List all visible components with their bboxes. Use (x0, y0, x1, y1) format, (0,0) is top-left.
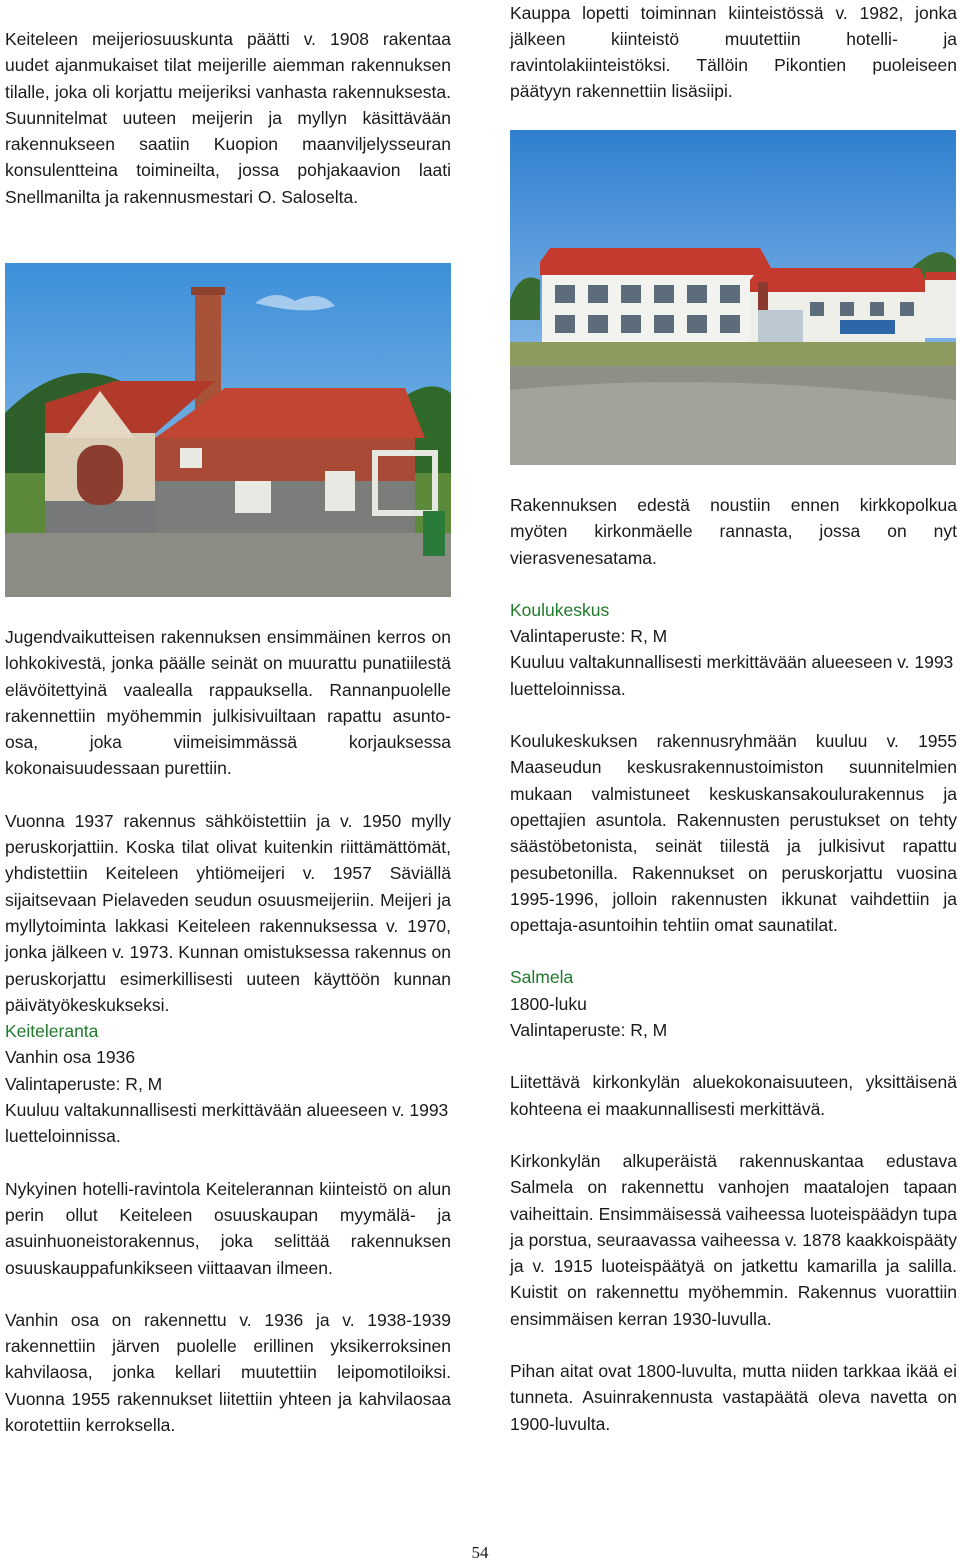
paragraph: Rakennuksen edestä noustiin ennen kirkkopolkua myöten kirkonmäelle rannasta, jossa on nyt vierasvenesatama. (510, 495, 957, 568)
paragraph: Koulukeskuksen rakennusryhmään kuuluu v. 1955 Maaseudun keskusrakennustoimiston suunnitelmien mukaan valmistuneet keskuskansakoulurakennus ja opettajien asuntola. Rakennusten perustukset on tehty säästöbetonista, seinät tiilestä ja julkisivut rapattu pesubetonilla. Rakennukset on peruskorjattu vuosina 1995-1996, jolloin rakennusten ikkunat vaihdettiin ja opettaja-asuntoihin tehtiin omat saunatilat. (510, 731, 957, 936)
meta-line: Valintaperuste: R, M (510, 1020, 668, 1041)
dairy-building-photo (5, 263, 451, 597)
meta-line: Vanhin osa 1936 (5, 1047, 136, 1068)
left-column-bottom (5, 624, 451, 1438)
paragraph: Nykyinen hotelli-ravintola Keitelerannan kiinteistö on alun perin ollut Keiteleen osuuskaupan myymälä- ja asuinhuoneistorakennus, joka selittää rakennuksen osuuskauppafunkikseen viittaavan ilmeen. (5, 1178, 451, 1278)
right-column-top (510, 0, 957, 104)
paragraph: Jugendvaikutteisen rakennuksen ensimmäinen kerros on lohkokivestä, jonka päälle seinät on muurattu punatiilestä elävöitettyinä vaalealla rappauksella. Rannanpuolelle rakennettiin myöhemmin julkisivuiltaan rapattu asunto-osa, joka viimeisimmässä korjauksessa kokonaisuudessaan purettiin. (5, 627, 451, 779)
meta-line: Valintaperuste: R, M (510, 626, 668, 647)
paragraph: Kirkonkylän alkuperäistä rakennuskantaa edustava Salmela on rakennettu vanhojen maatalojen tapaan vaiheittain. Ensimmäisessä vaiheessa luoteispäädyn tupa ja porstua, seuraavassa vaiheessa v. 1878 kaakkoispääty ja v. 1915 luoteispäätyä on jatkettu kamarilla ja salilla. Kuistit on rakennettu myöhemmin. Rakennus vuorattiin ensimmäisen kerran 1930-luvulla. (510, 1150, 957, 1329)
meta-line: 1800-luku (510, 993, 587, 1014)
paragraph: Kauppa lopetti toiminnan kiinteistössä v. 1982, jonka jälkeen kiinteistö muutettiin hotelli- ja ravintolakiinteistöksi. Tällöin Pikontien puoleiseen päätyyn rakennettiin lisäsiipi. (510, 3, 957, 101)
section-heading-keiteleranta: Keiteleranta (5, 1021, 99, 1042)
page-number: 54 (471, 1543, 489, 1562)
paragraph: Keiteleen meijeriosuuskunta päätti v. 1908 rakentaa uudet ajanmukaiset tilat meijerille aiemman rakennuksen tilalle, joka oli korjattu meijeriksi vanhasta rakennuksesta. Suunnitelmat uuteen meijerin ja myllyn käsittävään rakennukseen saatiin Kuopion maanviljelysseuran konsulentteina toimineilta, jossa pohjakaavion laati Snellmanilta ja rakennusmestari O. Saloselta. (5, 29, 451, 207)
paragraph: Vuonna 1937 rakennus sähköistettiin ja v. 1950 mylly peruskorjattiin. Koska tilat olivat kuitenkin riittämättömät, yhdistettiin Keiteleen yhtiömeijeri v. 1957 Säviällä sijaitsevaan Pielaveden seudun osuusmeijeriin. Meijeri ja myllytoiminta lakkasi Keiteleen rakennuksessa v. 1970, jonka jälkeen v. 1973. Kunnan omistuksessa rakennus on peruskorjattu esimerkillisesti uuteen käyttöön kunnan päivätyökeskukseksi. (5, 810, 451, 1015)
paragraph: Pihan aitat ovat 1800-luvulta, mutta niiden tarkkaa ikää ei tunneta. Asuinrakennusta vastapäätä oleva navetta on 1900-luvulta. (510, 1361, 957, 1434)
meta-line: Valintaperuste: R, M (5, 1073, 163, 1094)
right-column-bottom (510, 492, 957, 1437)
section-heading-koulukeskus: Koulukeskus (510, 599, 610, 620)
paragraph: Liitettävä kirkonkylän aluekokonaisuuteen, yksittäisenä kohteena ei maakunnallisesti merkittävä. (510, 1072, 957, 1119)
section-heading-salmela: Salmela (510, 967, 574, 988)
hotel-building-photo (510, 130, 956, 465)
meta-line: Kuuluu valtakunnallisesti merkittävään alueeseen v. 1993 luetteloinnissa. (5, 1100, 449, 1147)
paragraph: Vanhin osa on rakennettu v. 1936 ja v. 1938-1939 rakennettiin järven puolelle erillinen yksikerroksinen kahvilaosa, jonka kellari muutettiin leipomotiloiksi. Vuonna 1955 rakennukset liitettiin yhteen ja kahvilaosaa korotettiin kerroksella. (5, 1309, 451, 1436)
left-column-top (5, 26, 451, 210)
meta-line: Kuuluu valtakunnallisesti merkittävään alueeseen v. 1993 luetteloinnissa. (510, 652, 954, 699)
